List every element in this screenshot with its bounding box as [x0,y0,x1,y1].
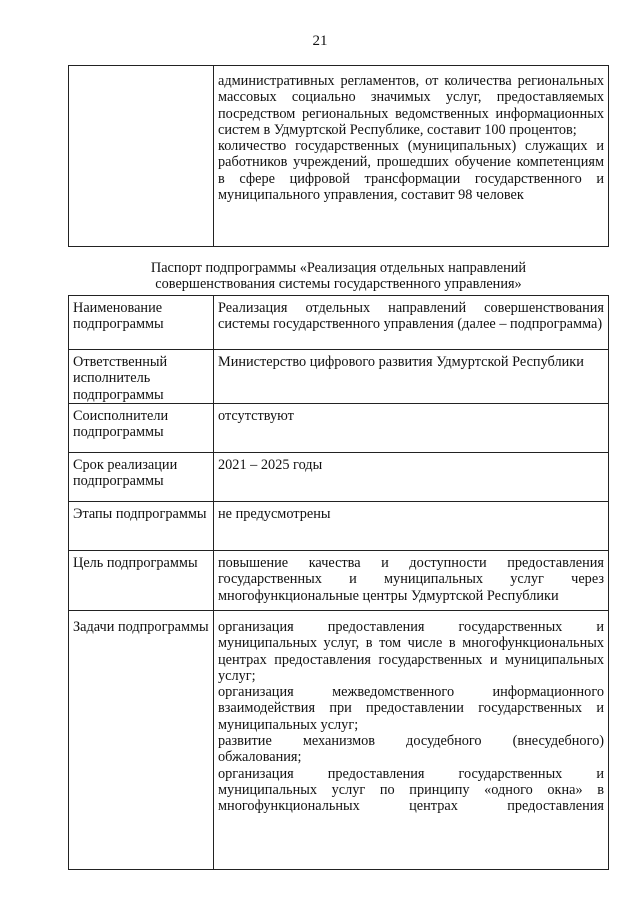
row-value-tasks [214,611,609,870]
table-row [69,611,609,870]
page-number: 21 [312,33,328,49]
table-row [69,453,609,502]
row-value-text: повышение качества и доступности предоставления государственных и муниципальных услуг через многофункциональные центры Удмуртской Республики [218,555,604,604]
passport-title [68,260,609,293]
row-label-goal: Цель подпрограммы [69,551,214,611]
row-label-stages: Этапы подпрограммы [69,502,214,551]
row-value-text: Министерство цифрового развития Удмуртской Республики [218,354,584,370]
row-value-responsible [214,350,609,404]
row-label-coexecutors: Соисполнители подпрограммы [69,404,214,453]
row-value-coexecutors [214,404,609,453]
row-value-name [214,296,609,350]
continued-table [68,65,609,247]
empty-label-cell [69,66,214,247]
row-value-goal [214,551,609,611]
indicator-paragraph: количество государственных (муниципальных) служащих и работников учреждений, прошедших обучение компетенциям в сфере цифровой трансформации государственного и муниципального управления, составит 98 человек [218,138,604,204]
task-item: организация предоставления государственных и муниципальных услуг по принципу «одного окна» в многофункциональных центрах предоставления [218,765,604,815]
row-value-text: не предусмотрены [218,506,331,522]
table-row [69,296,609,350]
row-value-text: Реализация отдельных направлений совершенствования системы государственного управления (далее – подпрограмма) [218,300,604,333]
row-value-stages [214,502,609,551]
passport-title-line: Паспорт подпрограммы «Реализация отдельных направлений [150,260,527,276]
task-item: организация межведомственного информационного взаимодействия при предоставлении государственных и муниципальных услуг; [218,684,604,733]
table-row [69,350,609,404]
indicator-paragraph: административных регламентов, от количества региональных массовых социально значимых услуг, предоставляемых посредством региональных ведомственных информационных систем в Удмуртской Республике, составит 100 процентов; [218,73,604,138]
task-item: развитие механизмов досудебного (внесудебного) обжалования; [218,733,604,766]
task-item: организация предоставления государственных и муниципальных услуг, в том числе в многофункциональных центрах предоставления государственных и муниципальных услуг; [218,619,604,684]
passport-table [68,295,609,870]
row-label-tasks: Задачи подпрограммы [69,611,214,870]
row-label-name: Наименование подпрограммы [69,296,214,350]
table-row [69,404,609,453]
row-value-text: отсутствуют [218,408,294,424]
row-value-text: 2021 – 2025 годы [218,457,323,473]
table-row [69,502,609,551]
continued-value-cell [214,66,609,247]
row-label-term: Срок реализации подпрограммы [69,453,214,502]
row-value-term [214,453,609,502]
row-label-responsible: Ответственный исполнитель подпрограммы [69,350,214,404]
table-row [69,551,609,611]
table-row [69,66,609,247]
passport-title-line: совершенствования системы государственного управления» [155,276,522,293]
